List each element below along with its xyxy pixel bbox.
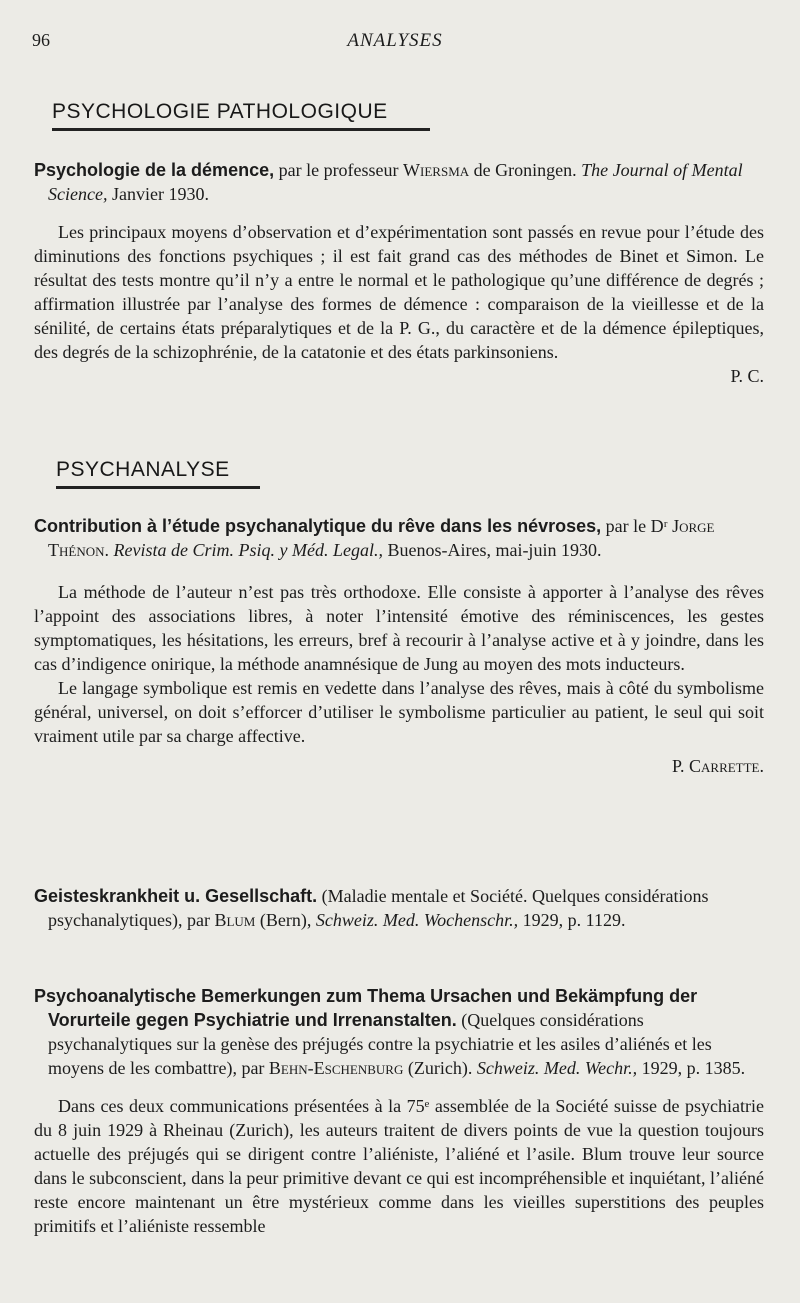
author-name: Blum [214, 910, 256, 930]
section-rule [52, 128, 430, 131]
reference-text: (Maladie mentale et Société. Quelques considérations psychanalytiques), par [48, 886, 709, 930]
entry-paragraph: La méthode de l’auteur n’est pas très orthodoxe. Elle consiste à apporter à l’analyse des rêves l’appoint des associations libres, à noter l’intensité émotive des réminiscences, les gestes symptomatiques, les hésitations, les erreurs, bref à recourir à l’analyse active et à y joindre, dans les cas d’indigence onirique, la méthode anamnésique de Jung au moyen des mots inducteurs. [34, 582, 764, 674]
journal-name: The Journal of Mental Science, [48, 160, 743, 204]
reference-text: par le [605, 516, 647, 536]
entry-title: Geisteskrankheit u. Gesellschaft. [34, 886, 318, 906]
signature: P. C. [730, 366, 764, 386]
entry-reference [34, 884, 764, 932]
entry-psychologie-demence [34, 158, 764, 388]
page-number: 96 [32, 30, 50, 50]
reference-origin: (Zurich). [407, 1058, 473, 1078]
signature [34, 754, 764, 778]
signature-text: P. Carrette. [671, 756, 764, 776]
reference-date: Janvier 1930. [111, 184, 209, 204]
entry-geisteskrankheit [34, 884, 764, 932]
entry-paragraph: Le langage symbolique est remis en vedette dans l’analyse des rêves, mais à côté du symbolisme général, universel, on doit s’efforcer d’utiliser le symbolisme particulier au patient, le seul qui soit vraiment utile par sa charge affective. [34, 678, 764, 746]
author-prefix: Dʳ [650, 516, 668, 536]
journal-name: Schweiz. Med. Wochenschr., [315, 910, 519, 930]
section-rule [56, 486, 260, 489]
reference-date: Buenos-Aires, mai-juin 1930. [387, 540, 602, 560]
entry-psychoanalytische-bemerkungen [34, 984, 764, 1238]
entry-reference [34, 158, 764, 206]
reference-origin: de Groningen. [473, 160, 577, 180]
reference-text: (Quelques considérations psychanalytiques sur la genèse des préjugés contre la psychiatrie et les asiles d’aliénés et les moyens de les combattre), par [48, 1010, 712, 1078]
running-title: ANALYSES [347, 30, 443, 51]
author-name: Wiersma [403, 160, 470, 180]
section-title-psychanalyse: PSYCHANALYSE [56, 458, 230, 481]
entry-reference [34, 984, 764, 1080]
entry-title: Contribution à l’étude psychanalytique du rêve dans les névroses, [34, 516, 602, 536]
entry-reference [34, 514, 764, 562]
entry-title: Psychoanalytische Bemerkungen zum Thema Ursachen und Bekämpfung der Vorurteile gegen Psychiatrie und Irrenanstalten. [34, 986, 698, 1030]
journal-name: Revista de Crim. Psiq. y Méd. Legal., [113, 540, 383, 560]
reference-date: 1929, p. 1385. [641, 1058, 746, 1078]
author-name: Jorge Thénon. [48, 516, 715, 560]
section-title-psychologie-pathologique: PSYCHOLOGIE PATHOLOGIQUE [52, 100, 388, 123]
reference-date: 1929, p. 1129. [522, 910, 626, 930]
entry-body: Dans ces deux communications présentées à la 75ᵉ assemblée de la Société suisse de psychiatrie du 8 juin 1929 à Rheinau (Zurich), les auteurs traitent de divers points de vue la question toujours actuelle des préjugés qui se dirigent contre l’aliéniste, l’aliéné et l’asile. Blum trouve leur source dans le subconscient, dans la peur primitive devant ce qui est incompréhensible et inquiétant, l’aliéné reste encore maintenant un être mystérieux comme dans les vieilles superstitions des peuples primitifs et l’aliéniste ressemble [34, 1096, 764, 1236]
entry-body: Les principaux moyens d’observation et d’expérimentation sont passés en revue pour l’étude des diminutions des fonctions psychiques ; il est fait grand cas des méthodes de Binet et Simon. Le résultat des tests montre qu’il n’y a entre le normal et le pathologique qu’une différence de degrés ; affirmation illustrée par l’analyse des formes de démence : comparaison de la vieillesse et de la sénilité, de certains états préparalytiques et de la P. G., du caractère et de la démence épileptiques, des degrés de la schizophrénie, de la catatonie et des états parkinsoniens. [34, 222, 764, 362]
entry-contribution-reve [34, 514, 764, 778]
journal-name: Schweiz. Med. Wechr., [476, 1058, 638, 1078]
author-name: Behn-Eschenburg [268, 1058, 404, 1078]
reference-origin: (Bern), [259, 910, 312, 930]
reference-text: par le professeur [278, 160, 399, 180]
entry-title: Psychologie de la démence, [34, 160, 275, 180]
